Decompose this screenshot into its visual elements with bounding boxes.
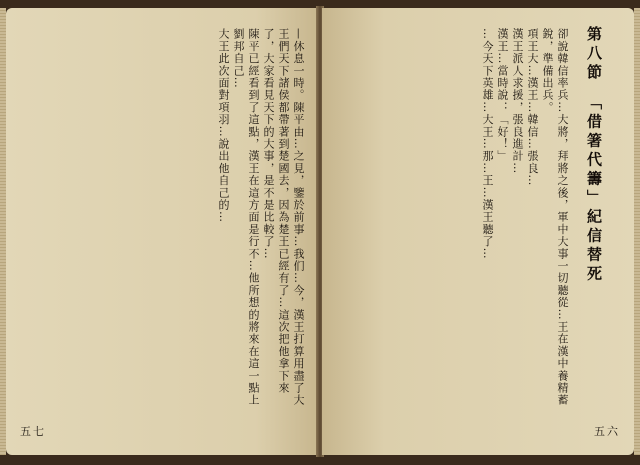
left-page-number: 五七: [20, 425, 46, 438]
right-page: [322, 8, 634, 455]
page-edge-right: [634, 8, 640, 455]
left-page: [6, 8, 318, 455]
section-heading: 第八節 「借箸代籌」紀信替死: [585, 26, 603, 285]
left-page-body-text: —休息一時。陳平由…之見，鑒於前事…我们…今，漢王打算用盡了大王們天下諸侯都帶著到楚國去，因為楚王已經有了…這次把他拿下來了，大家看見天下的大事，是不是比較了… 陳平已經看到了這點，漢王在這方面是行不…他所想的將來在這一點上劉邦自己… 大王此次面對項羽…說出他自己的…: [217, 28, 305, 407]
right-page-body-text: 卻說韓信率兵…大將，拜將之後，軍中大事一切聽從…王在漢中養精蓄銳，準備出兵。 項王大…漢王…韓信…張良… 漢王派人求援，張良進計… 漢王…當時說：「好！」 …今天下英雄…大王…那…王…漢王聽了…: [481, 28, 569, 407]
right-page-number: 五六: [594, 425, 620, 438]
